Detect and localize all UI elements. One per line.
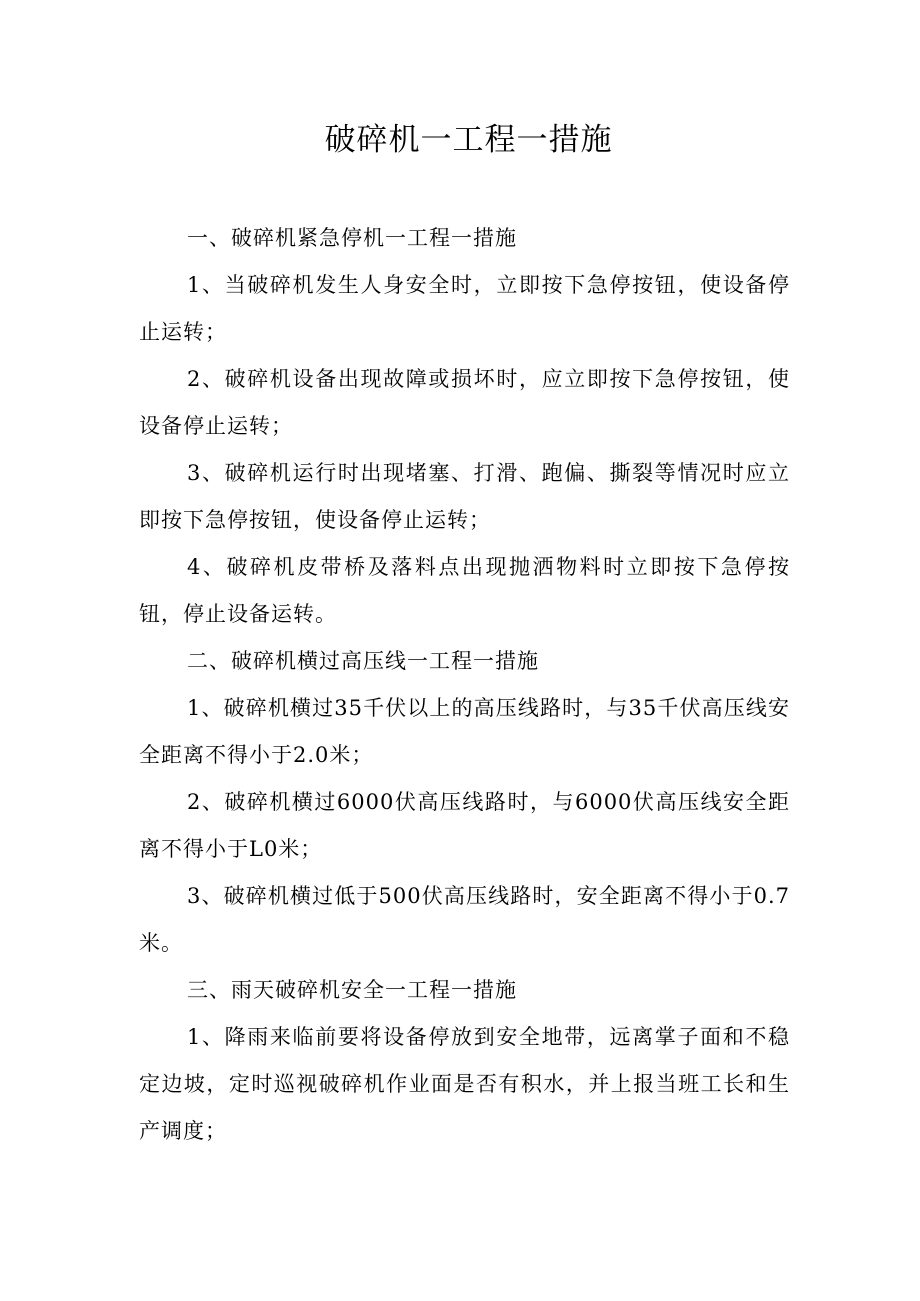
section-heading-3: 三、雨天破碎机安全一工程一措施 bbox=[187, 978, 517, 1002]
section-heading-2: 二、破碎机横过高压线一工程一措施 bbox=[187, 649, 539, 673]
paragraph: 1、破碎机横过35千伏以上的高压线路时，与35千伏高压线安全距离不得小于2.0米； bbox=[139, 696, 790, 767]
document-title: 破碎机一工程一措施 bbox=[324, 122, 613, 158]
paragraph: 1、当破碎机发生人身安全时，立即按下急停按钮，使设备停止运转； bbox=[139, 273, 790, 344]
section-heading-1: 一、破碎机紧急停机一工程一措施 bbox=[187, 226, 517, 250]
document-body bbox=[139, 215, 790, 1155]
paragraph: 1、降雨来临前要将设备停放到安全地带，远离掌子面和不稳定边坡，定时巡视破碎机作业面是否有积水，并上报当班工长和生产调度； bbox=[139, 1025, 790, 1143]
paragraph: 2、破碎机设备出现故障或损坏时，应立即按下急停按钮，使设备停止运转； bbox=[139, 367, 790, 438]
paragraph: 3、破碎机横过低于500伏高压线路时，安全距离不得小于0.7米。 bbox=[139, 884, 790, 955]
paragraph: 2、破碎机横过6000伏高压线路时，与6000伏高压线安全距离不得小于L0米； bbox=[139, 790, 790, 861]
paragraph: 4、破碎机皮带桥及落料点出现抛洒物料时立即按下急停按钮，停止设备运转。 bbox=[139, 555, 790, 626]
paragraph: 3、破碎机运行时出现堵塞、打滑、跑偏、撕裂等情况时应立即按下急停按钮，使设备停止运转； bbox=[139, 461, 790, 532]
